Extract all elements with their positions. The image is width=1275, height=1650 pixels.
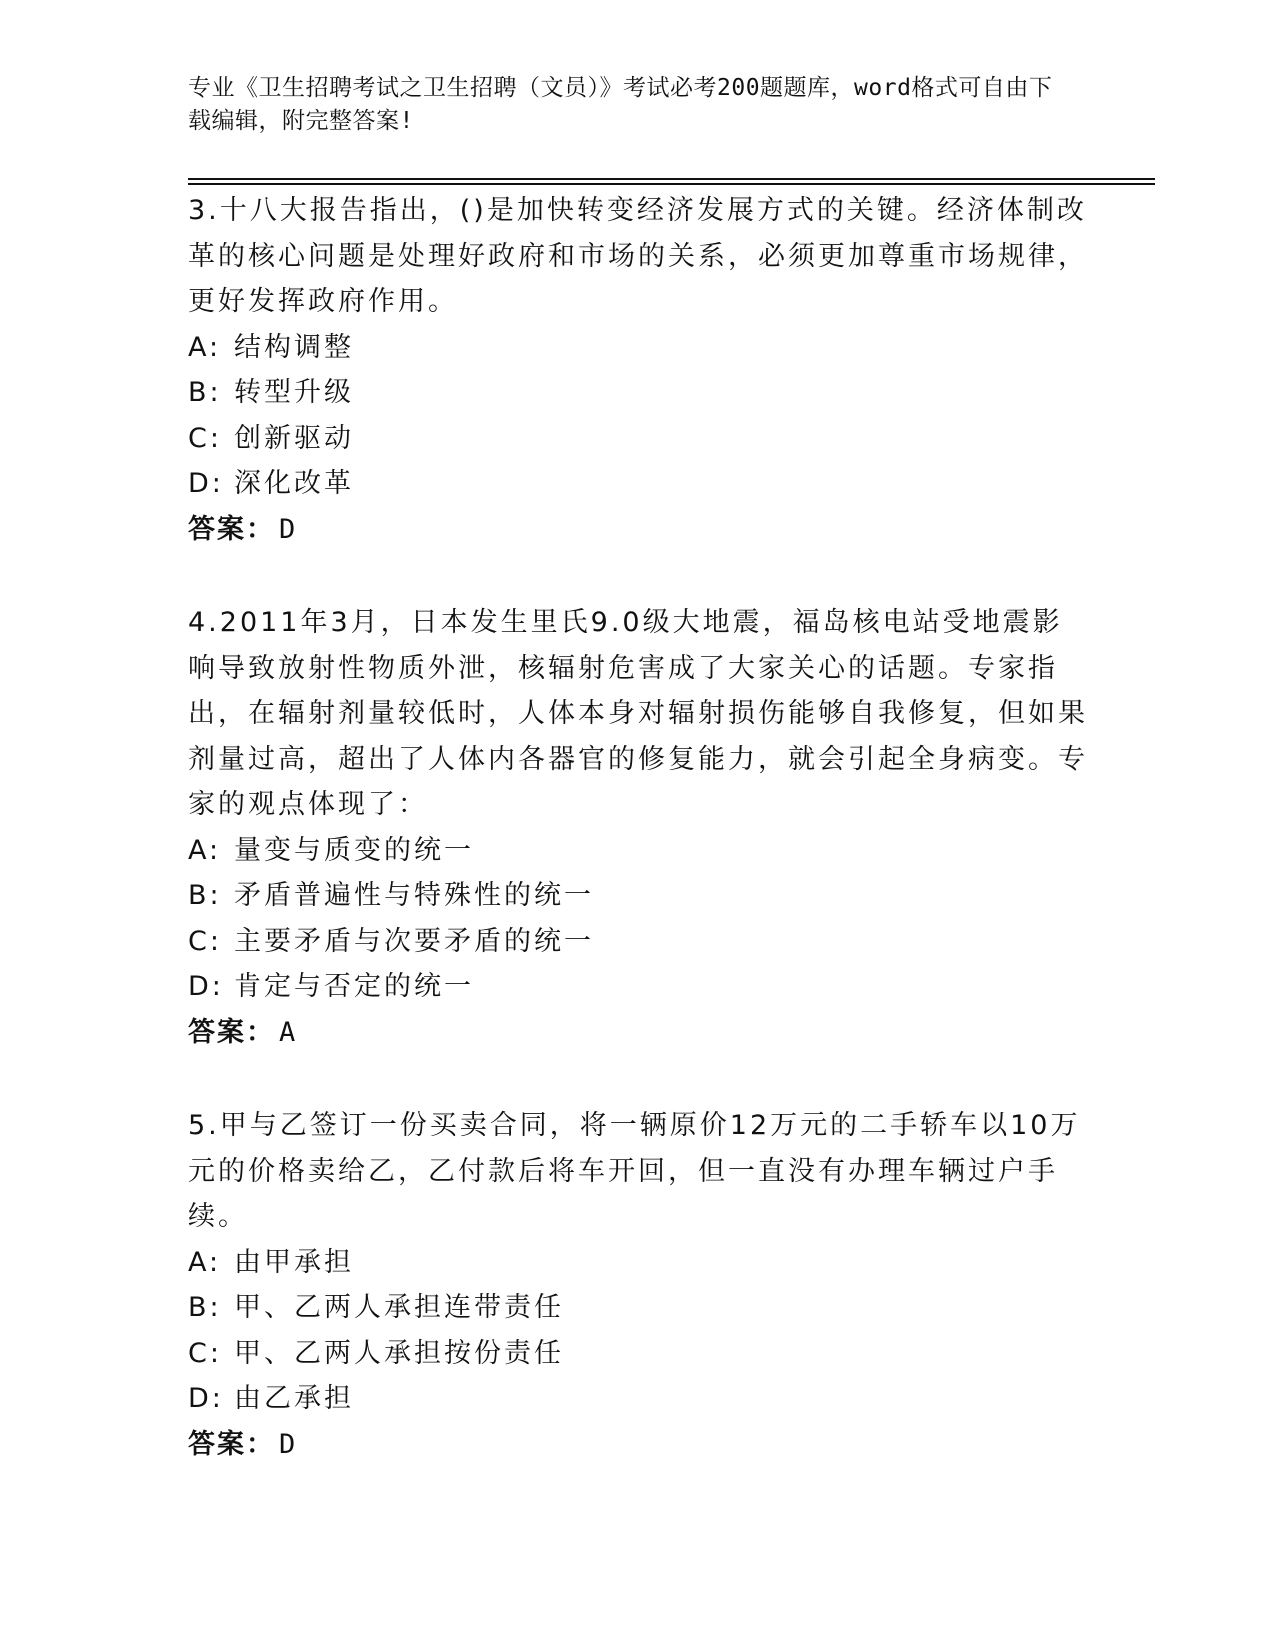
option-text: 主要矛盾与次要矛盾的统一 (234, 925, 594, 957)
question-5 (188, 1103, 1088, 1467)
question-stem: 4.2011年3月，日本发生里氏9.0级大地震，福岛核电站受地震影响导致放射性物质外泄，核辐射危害成了大家关心的话题。专家指出，在辐射剂量较低时，人体本身对辐射损伤能够自我修复，但如果剂量过高，超出了人体内各器官的修复能力，就会引起全身病变。专家的观点体现了： (188, 607, 1088, 820)
answer-label: 答案： (188, 1428, 275, 1460)
option-key: C: (188, 1337, 222, 1369)
question-4 (188, 600, 1088, 1055)
answer-line (188, 1422, 1088, 1468)
option-key: D: (188, 468, 224, 499)
header-text: 专业《卫生招聘考试之卫生招聘（文员）》考试必考200题题库，word格式可自由下载编辑，附完整答案! (188, 75, 1053, 134)
option-key: A: (188, 1246, 222, 1278)
answer-line (188, 507, 1088, 553)
option-d (188, 1376, 1088, 1422)
option-key: C: (188, 925, 222, 957)
answer-value: D (279, 513, 298, 545)
header-rule-bottom (188, 183, 1155, 185)
answer-value: D (279, 1428, 298, 1460)
question-stem: 3.十八大报告指出，()是加快转变经济发展方式的关键。经济体制改革的核心问题是处理好政府和市场的关系，必须更加尊重市场规律，更好发挥政府作用。 (188, 195, 1088, 317)
option-d (188, 461, 1088, 507)
option-text: 肯定与否定的统一 (234, 971, 474, 1002)
question-3 (188, 188, 1088, 552)
option-text: 创新驱动 (234, 422, 354, 454)
answer-label: 答案： (188, 513, 275, 545)
option-b (188, 1285, 1088, 1331)
option-d (188, 964, 1088, 1010)
option-key: A: (188, 834, 222, 866)
option-b (188, 873, 1088, 919)
question-list (188, 188, 1088, 1515)
option-text: 由乙承担 (234, 1383, 354, 1414)
option-text: 转型升级 (234, 377, 354, 408)
option-c (188, 1331, 1088, 1377)
document-header (188, 72, 1068, 138)
option-text: 深化改革 (234, 468, 354, 499)
answer-value: A (279, 1016, 298, 1048)
option-a (188, 1240, 1088, 1286)
option-c (188, 416, 1088, 462)
option-b (188, 370, 1088, 416)
option-text: 由甲承担 (234, 1246, 354, 1278)
answer-label: 答案： (188, 1016, 275, 1048)
option-a (188, 828, 1088, 874)
option-key: C: (188, 422, 222, 454)
option-text: 结构调整 (234, 331, 354, 363)
option-a (188, 325, 1088, 371)
option-c (188, 919, 1088, 965)
option-key: B: (188, 1292, 222, 1323)
option-text: 甲、乙两人承担连带责任 (234, 1292, 564, 1323)
option-key: A: (188, 331, 222, 363)
option-text: 量变与质变的统一 (234, 834, 474, 866)
answer-line (188, 1010, 1088, 1056)
option-text: 矛盾普遍性与特殊性的统一 (234, 880, 594, 911)
option-text: 甲、乙两人承担按份责任 (234, 1337, 564, 1369)
option-key: B: (188, 880, 222, 911)
option-key: D: (188, 1383, 224, 1414)
header-rule-top (188, 178, 1155, 180)
option-key: B: (188, 377, 222, 408)
question-stem: 5.甲与乙签订一份买卖合同，将一辆原价12万元的二手轿车以10万元的价格卖给乙，乙付款后将车开回，但一直没有办理车辆过户手续。 (188, 1110, 1081, 1232)
option-key: D: (188, 971, 224, 1002)
